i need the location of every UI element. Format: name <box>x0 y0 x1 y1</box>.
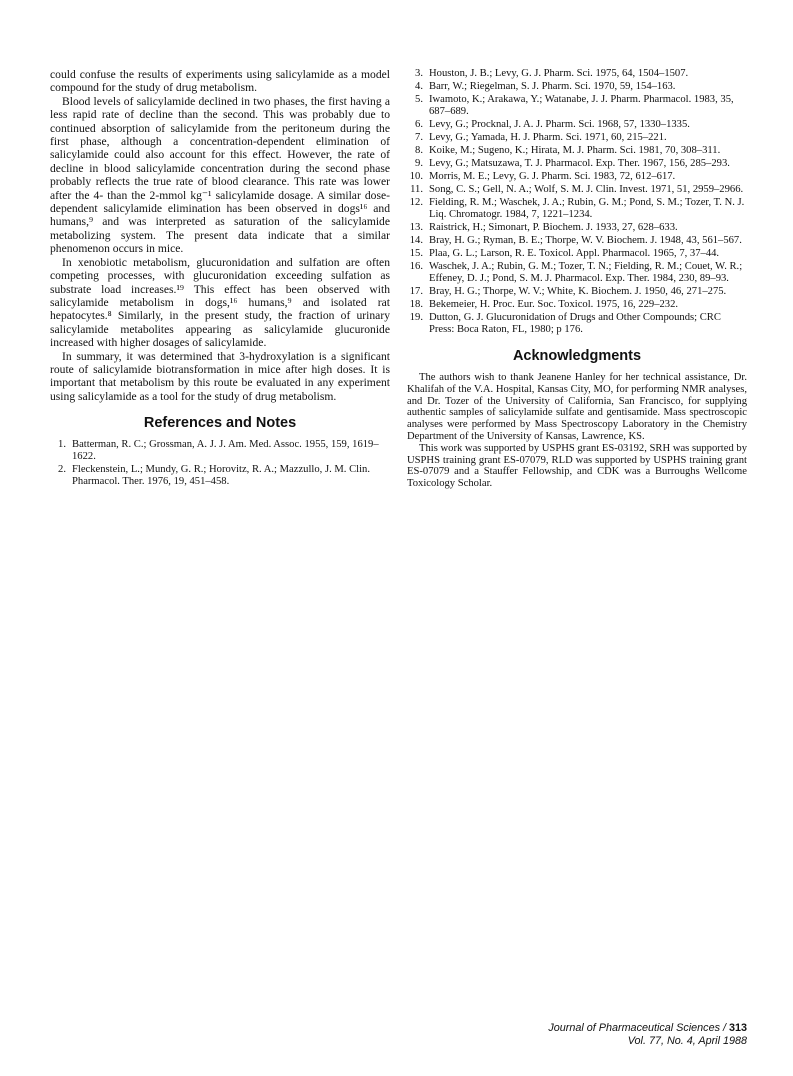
reference-text: Fielding, R. M.; Waschek, J. A.; Rubin, G. M.; Pond, S. M.; Tozer, T. N. J. Liq. Chromatogr. 1984, 7, 1221–1234. <box>429 197 745 220</box>
reference-number: 2. <box>58 464 66 476</box>
reference-text: Levy, G.; Matsuzawa, T. J. Pharmacol. Exp. Ther. 1967, 156, 285–293. <box>429 158 730 169</box>
reference-text: Waschek, J. A.; Rubin, G. M.; Tozer, T. N.; Fielding, R. M.; Couet, W. R.; Effeney, D. J.; Pond, S. M. J. Pharmacol. Exp. Ther. 1984, 230, 89–93. <box>429 261 743 284</box>
reference-text: Song, C. S.; Gell, N. A.; Wolf, S. M. J. Clin. Invest. 1971, 51, 2959–2966. <box>429 184 744 195</box>
reference-text: Houston, J. B.; Levy, G. J. Pharm. Sci. 1975, 64, 1504–1507. <box>429 68 689 79</box>
reference-number: 19. <box>409 312 423 323</box>
reference-text: Levy, G.; Procknal, J. A. J. Pharm. Sci. 1968, 57, 1330–1335. <box>429 119 690 130</box>
references-list-left <box>50 439 390 488</box>
reference-item <box>50 439 390 463</box>
references-list-right <box>407 68 747 336</box>
reference-text: Fleckenstein, L.; Mundy, G. R.; Horovitz, R. A.; Mazzullo, J. M. Clin. Pharmacol. Ther. 1976, 19, 451–458. <box>72 464 370 488</box>
issue-line: Vol. 77, No. 4, April 1988 <box>627 1034 747 1047</box>
footer-journal-line <box>470 1022 747 1035</box>
reference-number: 11. <box>410 184 423 195</box>
reference-text: Koike, M.; Sugeno, K.; Hirata, M. J. Pharm. Sci. 1981, 70, 308–311. <box>429 145 721 156</box>
reference-text: Morris, M. E.; Levy, G. J. Pharm. Sci. 1983, 72, 612–617. <box>429 171 676 182</box>
body-paragraph: Blood levels of salicylamide declined in two phases, the first having a less rapid rate of decline than the second. This was probably due to continued absorption of salicylamide from the peritoneum during the first phase, although a concentration-dependent elimination of salicylamide could also account for this effect. However, the rate of decline in blood salicylamide concentration during the second phase probably reflects the true rate of blood clearance. This rate was lower after the 4- than the 2-mmol kg⁻¹ salicylamide dosage. A similar dose-dependent salicylamide elimination has been observed in dogs¹⁶ and humans,⁹ and was interpreted as saturation of the salicylamide metabolizing system. The present data indicate that a similar phenomenon occurs in mice. <box>50 94 390 256</box>
reference-item <box>407 68 747 80</box>
reference-number: 7. <box>415 132 423 143</box>
body-paragraph: could confuse the results of experiments using salicylamide as a model compound for the study of drug metabolism. <box>50 68 390 95</box>
reference-item <box>407 94 747 118</box>
acknowledgments-section <box>407 348 747 490</box>
reference-text: Bray, H. G.; Thorpe, W. V.; White, K. Biochem. J. 1950, 46, 271–275. <box>429 286 727 297</box>
left-column <box>50 68 390 489</box>
reference-number: 4. <box>415 81 423 92</box>
reference-text: Barr, W.; Riegelman, S. J. Pharm. Sci. 1970, 59, 154–163. <box>429 81 676 92</box>
reference-number: 5. <box>415 94 423 105</box>
acknowledgments-heading: Acknowledgments <box>512 348 642 364</box>
reference-text: Bekemeier, H. Proc. Eur. Soc. Toxicol. 1975, 16, 229–232. <box>429 299 679 310</box>
reference-item <box>407 261 747 285</box>
reference-text: Iwamoto, K.; Arakawa, Y.; Watanabe, J. J. Pharm. Pharmacol. 1983, 35, 687–689. <box>429 94 734 117</box>
references-heading: References and Notes <box>143 415 297 432</box>
reference-item <box>407 145 747 157</box>
journal-name: Journal of Pharmaceutical Sciences / <box>548 1022 726 1034</box>
reference-number: 14. <box>409 235 423 246</box>
reference-text: Levy, G.; Yamada, H. J. Pharm. Sci. 1971, 60, 215–221. <box>429 132 667 143</box>
reference-text: Dutton, G. J. Glucuronidation of Drugs and Other Compounds; CRC Press: Boca Raton, FL, 1980; p 176. <box>429 312 721 335</box>
reference-number: 12. <box>409 197 423 208</box>
reference-number: 3. <box>415 68 423 79</box>
reference-number: 10. <box>409 171 423 182</box>
reference-item <box>407 119 747 131</box>
reference-item <box>50 464 390 488</box>
reference-item <box>407 132 747 144</box>
page-number: 313 <box>728 1022 747 1034</box>
reference-text: Raistrick, H.; Simonart, P. Biochem. J. 1933, 27, 628–633. <box>429 222 678 233</box>
reference-item <box>407 286 747 298</box>
reference-item <box>407 235 747 247</box>
reference-item <box>407 81 747 93</box>
reference-item <box>407 158 747 170</box>
page-footer <box>470 1022 747 1047</box>
reference-number: 8. <box>415 145 423 156</box>
reference-text: Bray, H. G.; Ryman, B. E.; Thorpe, W. V. Biochem. J. 1948, 43, 561–567. <box>429 235 742 246</box>
acknowledgments-paragraph: The authors wish to thank Jeanene Hanley for her technical assistance, Dr. Khalifah of the V.A. Hospital, Kansas City, MO, for performing NMR analyses, and Dr. Tozer of the University of California, San Francisco, for supplying authentic samples of salicylamide sulfate and gentisamide. Mass spectroscopic analyses were performed by Mass Spectroscopy Laboratory in the Chemistry Department of the University of Kansas, Lawrence, KS. <box>407 372 747 442</box>
reference-number: 18. <box>409 299 423 310</box>
reference-item <box>407 299 747 311</box>
reference-item <box>407 197 747 221</box>
acknowledgments-paragraph: This work was supported by USPHS grant ES-03192, SRH was supported by USPHS training grant ES-07079, RLD was supported by USPHS training grant ES-07079 and a Stauffer Fellowship, and CDK was a Burroughs Wellcome Toxicology Scholar. <box>407 442 747 490</box>
reference-item <box>407 312 747 336</box>
body-paragraph: In xenobiotic metabolism, glucuronidation and sulfation are often competing processes, with glucuronidation exceeding sulfation as substrate load increases.¹⁹ This effect has been observed with salicylamide metabolism in dogs,¹⁶ humans,⁹ and isolated rat hepatocytes.⁸ Similarly, in the present study, the fraction of urinary salicylamide metabolites appearing as salicylamide glucuronide increased with higher dosages of salicylamide. <box>50 255 390 350</box>
reference-number: 9. <box>415 158 423 169</box>
reference-item <box>407 171 747 183</box>
reference-item <box>407 222 747 234</box>
body-paragraph: In summary, it was determined that 3-hydroxylation is a significant route of salicylamide biotransformation in mice after high doses. It is important that metabolism by this route be evaluated in any experiment using salicylamide as a tool for the study of drug metabolism. <box>50 349 390 403</box>
reference-item <box>407 184 747 196</box>
right-column <box>407 68 747 490</box>
reference-number: 13. <box>409 222 423 233</box>
reference-number: 17. <box>409 286 423 297</box>
reference-text: Plaa, G. L.; Larson, R. E. Toxicol. Appl. Pharmacol. 1965, 7, 37–44. <box>429 248 720 259</box>
reference-number: 15. <box>409 248 423 259</box>
reference-number: 6. <box>415 119 423 130</box>
reference-item <box>407 248 747 260</box>
reference-text: Batterman, R. C.; Grossman, A. J. J. Am. Med. Assoc. 1955, 159, 1619–1622. <box>72 439 379 463</box>
reference-number: 16. <box>409 261 423 272</box>
reference-number: 1. <box>58 439 66 451</box>
